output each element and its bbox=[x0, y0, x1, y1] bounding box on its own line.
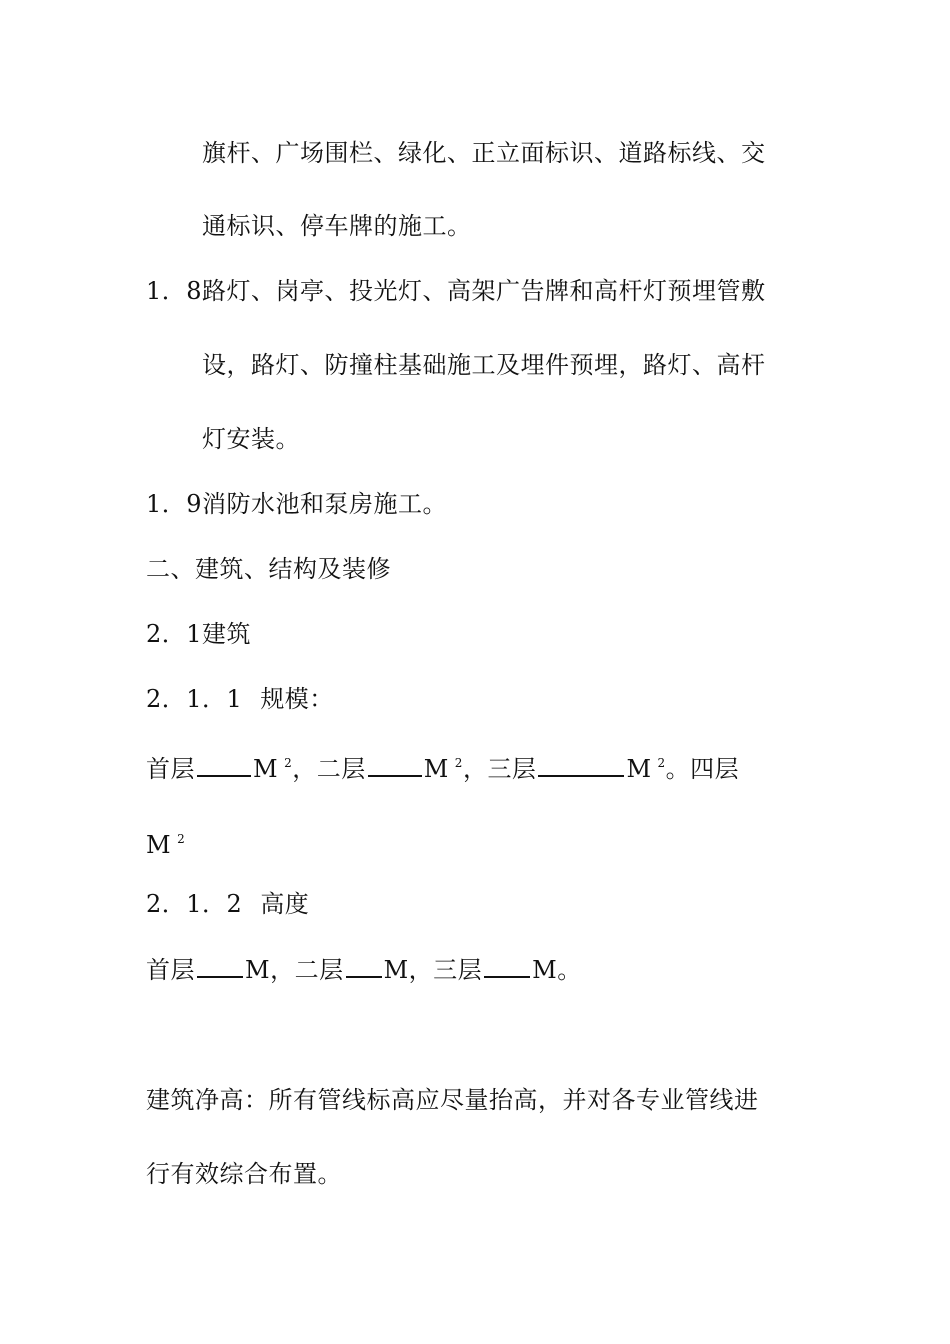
section-heading: 二、建筑、结构及装修 bbox=[146, 555, 391, 583]
separator: ， bbox=[292, 755, 317, 783]
list-item-1-8: 1．8路灯、岗亭、投光灯、高架广告牌和高杆灯预埋管敷 bbox=[146, 277, 766, 305]
paragraph-line: 设，路灯、防撞柱基础施工及埋件预埋，路灯、高杆 bbox=[202, 351, 766, 379]
item-heading-height bbox=[146, 889, 309, 919]
floor-label: 二层 bbox=[316, 755, 366, 783]
floor-label: ，二层 bbox=[270, 956, 344, 984]
separator: ， bbox=[462, 755, 488, 783]
unit-superscript: 2 bbox=[454, 756, 463, 770]
blank-field bbox=[368, 753, 422, 777]
floor-label: 。四层 bbox=[665, 755, 740, 783]
unit: M bbox=[423, 755, 449, 783]
unit: M bbox=[532, 956, 558, 984]
height-line bbox=[146, 954, 582, 985]
unit: M bbox=[253, 755, 279, 783]
blank-field bbox=[538, 753, 624, 777]
unit: M bbox=[626, 755, 652, 783]
area-line-continued bbox=[146, 824, 185, 860]
item-heading-scale bbox=[146, 684, 334, 714]
unit: M bbox=[383, 956, 409, 984]
blank-field bbox=[197, 753, 251, 777]
floor-label: 首层 bbox=[146, 956, 195, 984]
item-title: 高度 bbox=[260, 890, 310, 918]
unit: M bbox=[146, 831, 172, 859]
item-title: 规模： bbox=[260, 685, 334, 713]
item-number: 2．1．1 bbox=[146, 685, 243, 713]
floor-label: ，三层 bbox=[408, 956, 483, 984]
subsection-heading: 2．1建筑 bbox=[146, 620, 252, 648]
item-number: 2．1．2 bbox=[146, 890, 243, 918]
floor-label: 三层 bbox=[487, 755, 537, 783]
unit-superscript: 2 bbox=[177, 832, 186, 846]
paragraph-line: 旗杆、广场围栏、绿化、正立面标识、道路标线、交 bbox=[202, 139, 766, 167]
paragraph-line: 灯安装。 bbox=[202, 425, 300, 453]
blank-field bbox=[484, 954, 530, 978]
area-line bbox=[146, 748, 739, 784]
paragraph-line: 建筑净高：所有管线标高应尽量抬高，并对各专业管线进 bbox=[146, 1086, 759, 1114]
unit: M bbox=[245, 956, 271, 984]
unit-superscript: 2 bbox=[284, 756, 293, 770]
unit-superscript: 2 bbox=[657, 756, 666, 770]
list-item-1-9: 1．9消防水池和泵房施工。 bbox=[146, 490, 448, 518]
paragraph-line: 通标识、停车牌的施工。 bbox=[202, 212, 472, 240]
blank-field bbox=[346, 954, 382, 978]
paragraph-line: 行有效综合布置。 bbox=[146, 1160, 342, 1188]
floor-label: 首层 bbox=[146, 755, 195, 783]
punctuation: 。 bbox=[557, 956, 582, 984]
blank-field bbox=[197, 954, 243, 978]
